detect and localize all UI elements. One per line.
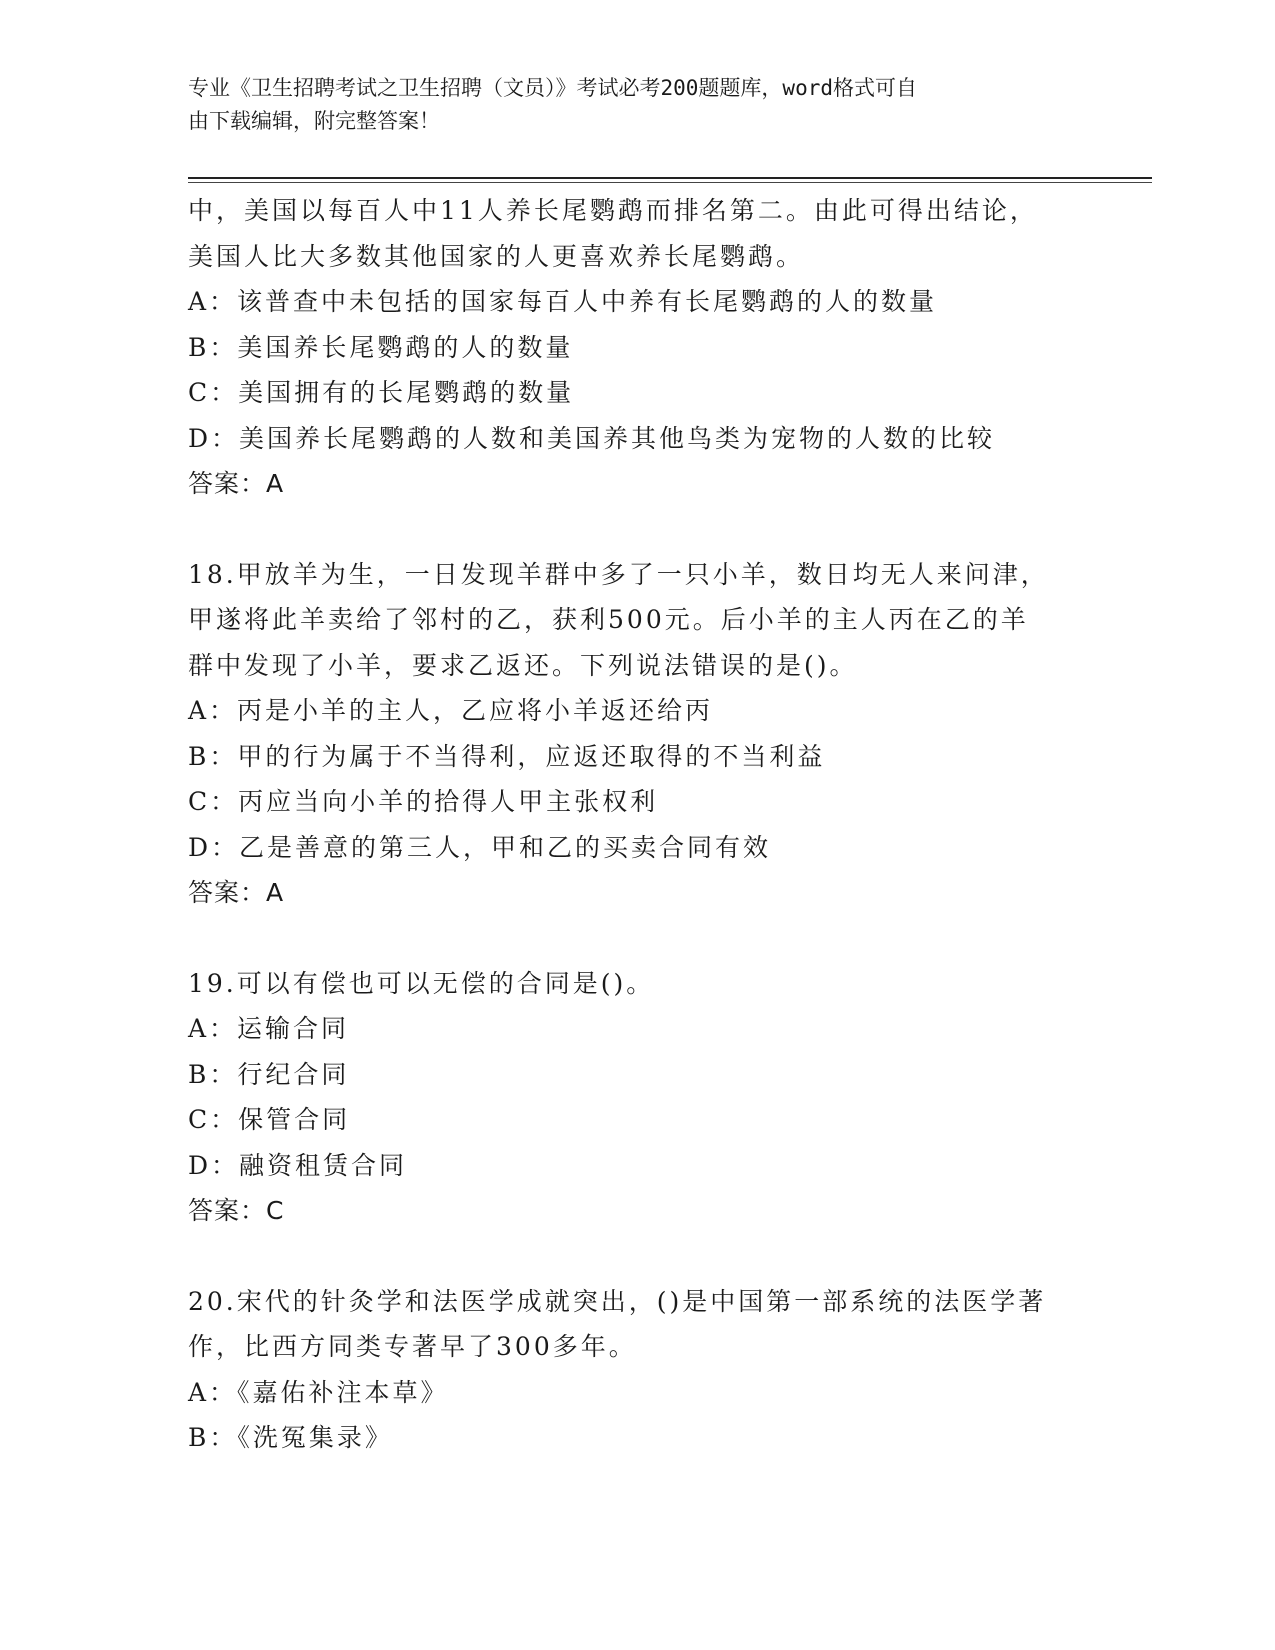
question-stem: 群中发现了小羊，要求乙返还。下列说法错误的是()。	[188, 650, 858, 680]
question-stem: 18.甲放羊为生，一日发现羊群中多了一只小羊，数日均无人来问津，	[188, 559, 1049, 589]
option-b: B：甲的行为属于不当得利，应返还取得的不当利益	[188, 741, 826, 771]
question-stem: 作，比西方同类专著早了300多年。	[188, 1332, 637, 1361]
option-d: D：美国养长尾鹦鹉的人数和美国养其他鸟类为宠物的人数的比较	[188, 423, 996, 453]
answer: 答案：A	[188, 878, 285, 907]
question-stem: 美国人比大多数其他国家的人更喜欢养长尾鹦鹉。	[188, 241, 805, 271]
option-a: A：运输合同	[188, 1014, 350, 1043]
question-20	[188, 1279, 1088, 1461]
option-d: D：乙是善意的第三人，甲和乙的买卖合同有效	[188, 832, 772, 862]
option-c: C：美国拥有的长尾鹦鹉的数量	[188, 378, 575, 407]
question-stem: 19.可以有偿也可以无偿的合同是()。	[188, 968, 655, 998]
spacer	[188, 1234, 1088, 1279]
document-body	[188, 188, 1088, 1461]
option-d: D：融资租赁合同	[188, 1150, 408, 1180]
option-a: A：《嘉佑补注本草》	[188, 1377, 449, 1407]
option-b: B：美国养长尾鹦鹉的人的数量	[188, 332, 574, 362]
question-stem: 20.宋代的针灸学和法医学成就突出，()是中国第一部系统的法医学著	[188, 1286, 1047, 1316]
spacer	[188, 916, 1088, 961]
question-stem: 中，美国以每百人中11人养长尾鹦鹉而排名第二。由此可得出结论，	[188, 196, 1038, 225]
answer: 答案：A	[188, 469, 285, 498]
answer: 答案：C	[188, 1196, 285, 1225]
question-17	[188, 188, 1088, 507]
document-header	[188, 72, 1068, 138]
question-19	[188, 961, 1088, 1234]
option-b: B：《洗冤集录》	[188, 1423, 393, 1452]
header-line-2: 由下载编辑，附完整答案！	[188, 109, 440, 133]
header-line-1: 专业《卫生招聘考试之卫生招聘（文员）》考试必考200题题库，word格式可自	[188, 76, 917, 100]
option-a: A：丙是小羊的主人，乙应将小羊返还给丙	[188, 696, 714, 725]
question-stem: 甲遂将此羊卖给了邻村的乙，获利500元。后小羊的主人丙在乙的羊	[188, 605, 1029, 634]
option-c: C：丙应当向小羊的拾得人甲主张权利	[188, 787, 659, 816]
option-c: C：保管合同	[188, 1105, 351, 1134]
option-b: B：行纪合同	[188, 1059, 350, 1089]
spacer	[188, 507, 1088, 552]
question-18	[188, 552, 1088, 916]
option-a: A：该普查中未包括的国家每百人中养有长尾鹦鹉的人的数量	[188, 287, 938, 316]
header-divider-thin	[188, 182, 1152, 183]
header-divider-thick	[188, 177, 1152, 179]
